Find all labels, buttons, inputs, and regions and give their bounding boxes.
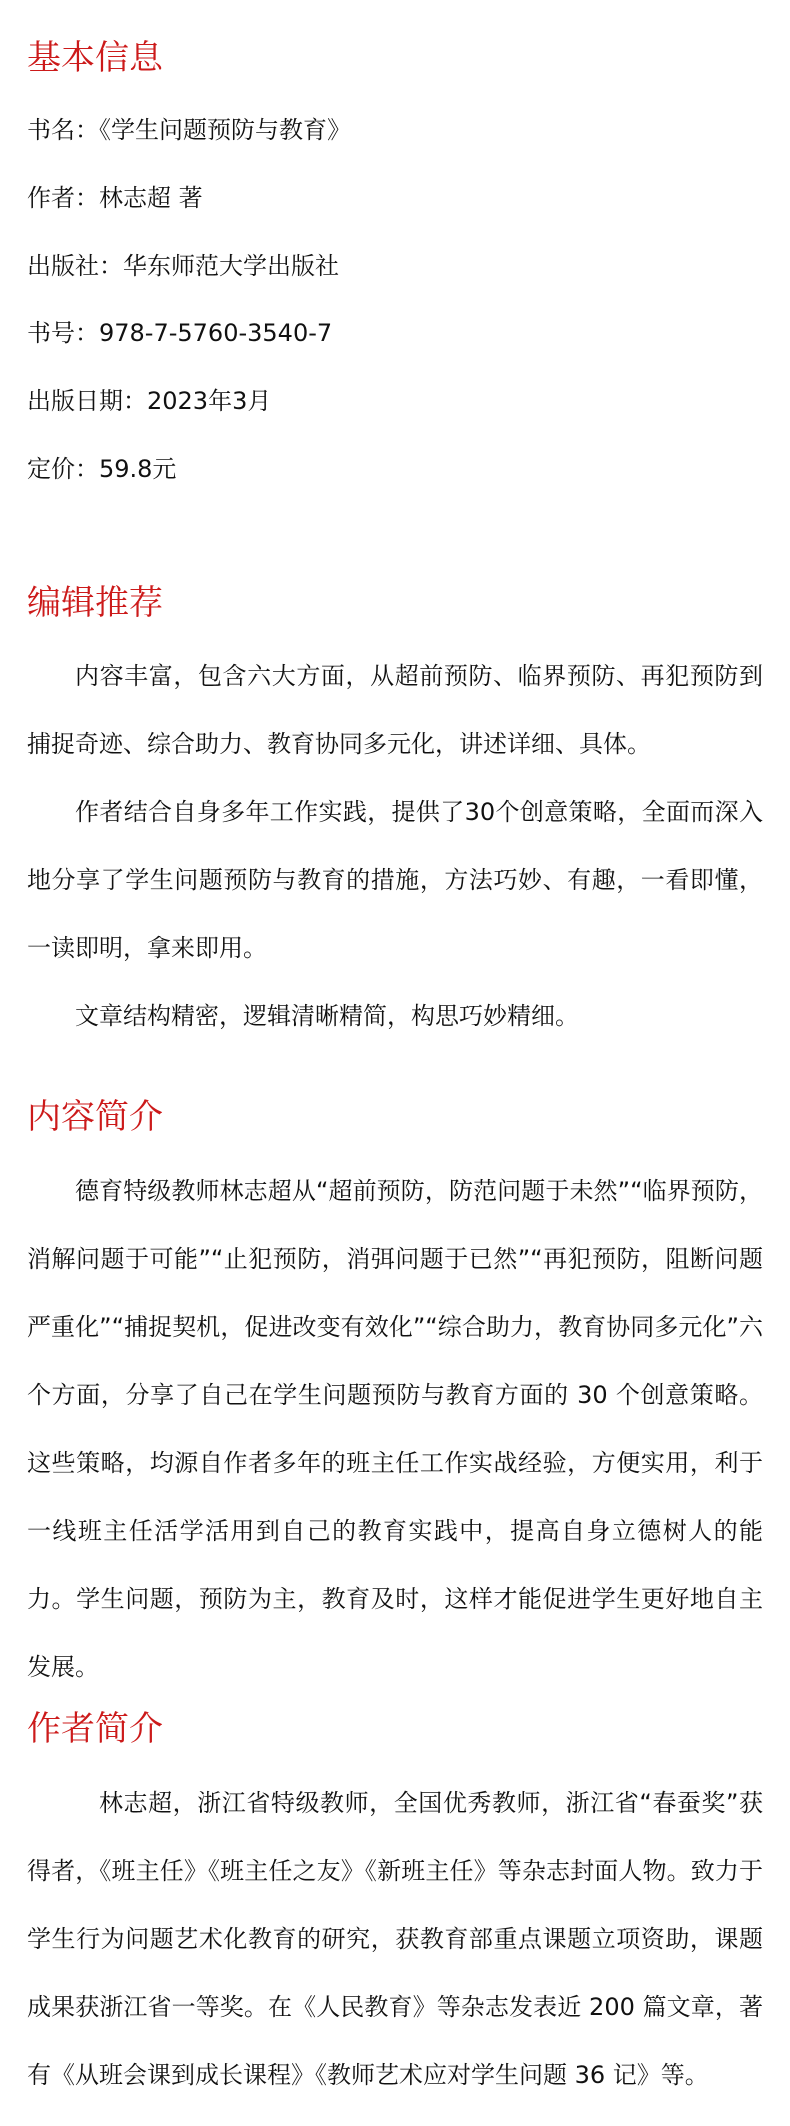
editor-paragraph-3: 文章结构精密，逻辑清晰精简，构思巧妙精细。 xyxy=(75,1002,579,1030)
author-line: 作者：林志超 著 xyxy=(27,184,203,212)
book-title-line: 书名：《学生问题预防与教育》 xyxy=(27,116,351,144)
editor-paragraph-1: 内容丰富，包含六大方面，从超前预防、临界预防、再犯预防到捕捉奇迹、综合助力、教育协同多元化，讲述详细、具体。 xyxy=(27,662,763,758)
author-intro-paragraph: 林志超，浙江省特级教师，全国优秀教师，浙江省“春蚕奖”获得者，《班主任》《班主任之友》《新班主任》等杂志封面人物。致力于学生行为问题艺术化教育的研究，获教育部重点课题立项资助，课题成果获浙江省一等奖。在《人民教育》等杂志发表近 200 篇文章，著有《从班会课到成长课程》《教师艺术应对学生问题 36 记》等。 xyxy=(27,1789,763,2089)
editor-paragraph-2: 作者结合自身多年工作实践，提供了30个创意策略，全面而深入地分享了学生问题预防与教育的措施，方法巧妙、有趣，一看即懂，一读即明，拿来即用。 xyxy=(27,798,763,962)
content-intro-heading: 内容简介 xyxy=(27,1097,163,1137)
content-intro-paragraph: 德育特级教师林志超从“超前预防，防范问题于未然”“临界预防，消解问题于可能”“止犯预防，消弭问题于已然”“再犯预防，阻断问题严重化”“捕捉契机，促进改变有效化”“综合助力，教育协同多元化”六个方面，分享了自己在学生问题预防与教育方面的 30 个创意策略。这些策略，均源自作者多年的班主任工作实战经验，方便实用，利于一线班主任活学活用到自己的教育实践中，提高自身立德树人的能力。学生问题，预防为主，教育及时，这样才能促进学生更好地自主发展。 xyxy=(27,1177,763,1681)
isbn-line: 书号：978-7-5760-3540-7 xyxy=(27,319,333,347)
pub-date-line: 出版日期：2023年3月 xyxy=(27,387,272,415)
price-line: 定价：59.8元 xyxy=(27,455,177,483)
author-intro-heading: 作者简介 xyxy=(27,1709,163,1749)
editor-recommendation-heading: 编辑推荐 xyxy=(27,583,163,623)
publisher-line: 出版社：华东师范大学出版社 xyxy=(27,252,339,280)
basic-info-heading: 基本信息 xyxy=(27,38,163,78)
